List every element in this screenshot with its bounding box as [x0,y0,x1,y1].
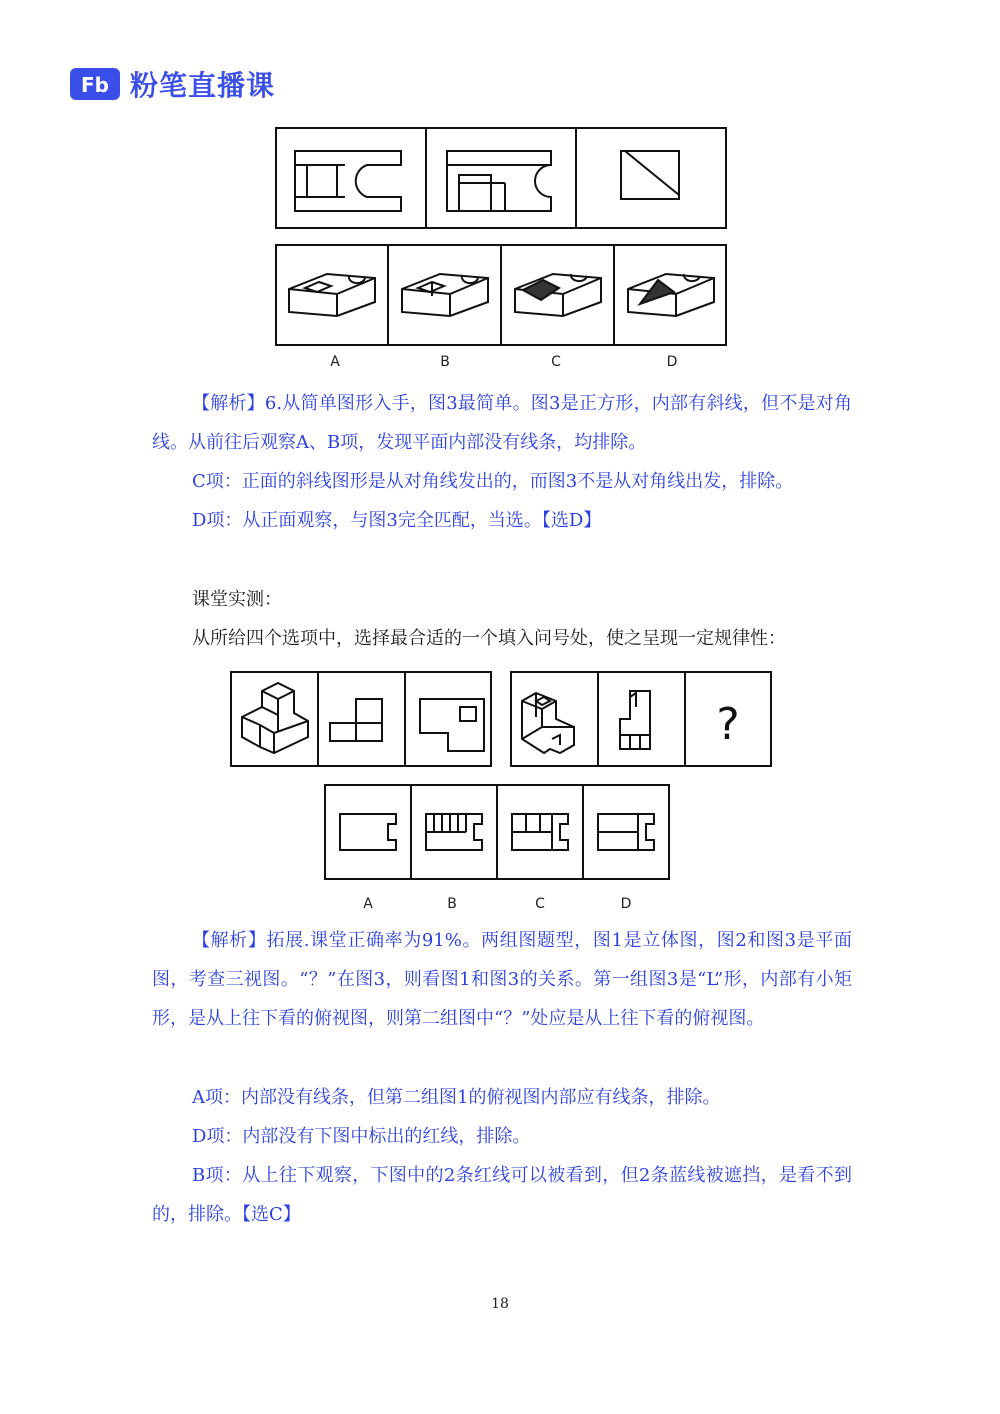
q6-option-labels [275,350,727,372]
practice-option-a-shape [340,814,396,850]
q6-label-c: C [551,354,561,370]
q6-label-b: B [440,354,450,370]
q6-label-d: D [666,354,678,370]
practice-label-d: D [620,896,632,912]
q6-option-b-shape [402,274,488,316]
q6-view-2 [447,151,551,211]
analysis-ext-p3: D项：内部没有下图中标出的红线，排除。 [192,1126,531,1147]
practice-question: 从所给四个选项中，选择最合适的一个填入问号处，使之呈现一定规律性： [192,628,786,649]
practice-label-c: C [535,896,545,912]
practice-option-labels [324,892,670,914]
practice-option-b-shape [426,814,482,850]
q6-view-3 [621,151,679,199]
brand-mark: Fb [81,73,109,97]
practice-option-c-shape [512,814,568,850]
practice-label-b: B [447,896,457,912]
brand-logo [70,66,275,102]
practice-label-a: A [363,896,373,912]
practice-option-d-shape [598,814,654,850]
q6-option-a-shape [289,274,375,316]
practice-options-figure [324,784,670,880]
analysis6-p2: C项：正面的斜线图形是从对角线发出的，而图3不是从对角线出发，排除。 [192,471,794,492]
question-mark: ? [716,699,740,750]
analysis6-p3: D项：从正面观察，与图3完全匹配，当选。【选D】 [192,510,602,531]
practice-group2-view2 [620,691,650,749]
fenbi-logo-icon [70,68,120,100]
analysis-ext-p2: A项：内部没有线条，但第二组图1的俯视图内部应有线条，排除。 [192,1087,721,1108]
practice-group1-view2 [330,699,382,741]
practice-group1-view3 [420,699,484,751]
q6-views-figure [275,127,727,229]
analysis6-p1: 【解析】6.从简单图形入手，图3最简单。图3是正方形，内部有斜线，但不是对角线。从前往后观察A、B项，发现平面内部没有线条，均排除。 [152,393,852,453]
q6-label-a: A [330,354,340,370]
q6-view-1 [295,151,401,211]
practice-heading: 课堂实测： [192,589,282,610]
page-number: 18 [491,1296,509,1312]
analysis-ext-p1: 【解析】拓展.课堂正确率为91%。两组图题型，图1是立体图，图2和图3是平面图，考查三视图。“？”在图3，则看图1和图3的关系。第一组图3是“L”形，内部有小矩形，是从上往下看的俯视图，则第二组图中“？”处应是从上往下看的俯视图。 [152,930,852,1029]
practice-group2-solid [522,693,574,753]
q6-option-d-shape [628,274,714,316]
practice-group1-solid [242,683,308,753]
q6-option-c-shape [515,274,601,316]
practice-question-figure [230,671,772,767]
brand-text: 粉笔直播课 [130,69,276,102]
analysis-ext-p4: B项：从上往下观察，下图中的2条红线可以被看到，但2条蓝线被遮挡，是看不到的，排除。【选C】 [152,1165,852,1225]
q6-options-figure [275,244,727,346]
